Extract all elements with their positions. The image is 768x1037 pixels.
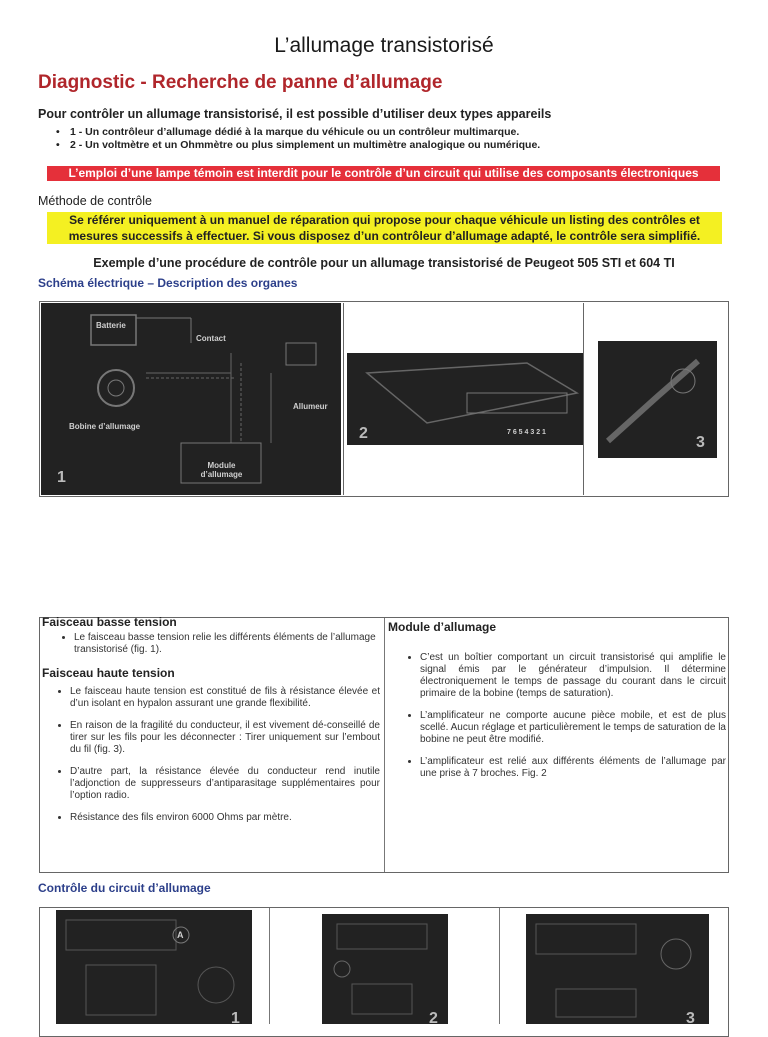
list-item: • 1 - Un contrôleur d’allumage dédié à la marque du véhicule ou un contrôleur multimarque. [56,126,520,138]
wiring-diagram [41,303,341,495]
warning-banner: L’emploi d’une lampe témoin est interdit pour le contrôle d’un circuit qui utilise des composants électroniques [47,166,720,181]
list-item: • Le faisceau haute tension est constitué de fils à résistance élevée et d’un isolant en hypalon assurant une grande flexibilité. [70,686,380,710]
control-heading: Contrôle du circuit d’allumage [38,881,211,895]
column-divider [269,908,270,1024]
page-title: L’allumage transistorisé [274,34,494,57]
ht-wire-photo [598,341,717,458]
list-item: • C’est un boîtier comportant un circuit transistorisé qui amplifie le signal émis par le générateur d’impulsion. Il détermine électroniquement le temps de passage du courant dans le circuit primaire de la bobine (temps de saturation). [420,652,726,700]
ht-title: Faisceau haute tension [42,666,175,680]
figure-number: 2 [359,425,368,442]
pin-numbers: 7 6 5 4 3 2 1 [507,429,546,436]
control-photo-2 [322,914,448,1027]
figure-number: 1 [231,1010,240,1027]
column-divider [384,618,385,872]
schema-heading: Schéma électrique – Description des organes [38,276,298,290]
control-drawing-3 [526,914,709,1024]
method-highlight: Se référer uniquement à un manuel de réparation qui propose pour chaque véhicule un listing des contrôles et mesures successifs à effectuer. Si vous disposez d’un contrôleur d’allumage adapté, le contrôle sera simplifié. [47,212,722,244]
control-photo-3 [526,914,709,1027]
list-item: • En raison de la fragilité du conducteur, il est vivement dé-conseillé de tirer sur les fils pour les déconnecter : Tirer uniquement sur l’embout du fil (fig. 3). [70,720,380,756]
contact-label: Contact [196,334,226,343]
list-item: • 2 - Un voltmètre et un Ohmmètre ou plus simplement un multimètre analogique ou numérique. [56,139,541,151]
bt-title: Faisceau basse tension [42,615,177,629]
section-subtitle: Diagnostic - Recherche de panne d’allumage [38,72,443,93]
control-photo-1 [56,910,252,1027]
example-heading: Exemple d’une procédure de contrôle pour un allumage transistorisé de Peugeot 505 STI et 604 TI [93,256,675,270]
connector-label: A [177,930,184,940]
figure-number: 3 [696,434,705,451]
figure-number: 3 [686,1010,695,1027]
method-title: Méthode de contrôle [38,194,152,208]
coil-label: Bobine d’allumage [69,422,141,431]
figure-number: 2 [429,1010,438,1027]
device-list [56,126,540,152]
intro-text: Pour contrôler un allumage transistorisé, il est possible d’utiliser deux types appareils [38,107,552,121]
module-drawing [347,353,583,445]
module-photo-frame [343,303,584,495]
right-panel [388,620,726,790]
control-drawing-2 [322,914,448,1024]
module-photo [347,353,583,445]
module-label: Module d’allumage [200,461,243,479]
list-item: • D’autre part, la résistance élevée du conducteur rend inutile l’adjonction de suppresseurs d’antiparasitage supplémentaires pour l’option radio. [70,766,380,802]
control-drawing-1 [56,910,252,1024]
figure-number: 1 [57,469,66,486]
list-item: • Résistance des fils environ 6000 Ohms par mètre. [70,812,380,824]
column-divider [499,908,500,1024]
list-item: • L’amplificateur est relié aux différents éléments de l’allumage par une prise à 7 broches. Fig. 2 [420,756,726,780]
module-title: Module d’allumage [388,620,497,634]
list-item: • Le faisceau basse tension relie les différents éléments de l’allumage transistorisé (fig. 1). [74,632,380,656]
list-item: • L’amplificateur ne comporte aucune pièce mobile, et est de plus scellé. Aucun réglage et particulièrement le temps de saturation de la bobine ne peut être modifié. [420,710,726,746]
distributor-label: Allumeur [293,402,328,411]
left-panel [42,615,380,834]
battery-label: Batterie [96,321,126,330]
